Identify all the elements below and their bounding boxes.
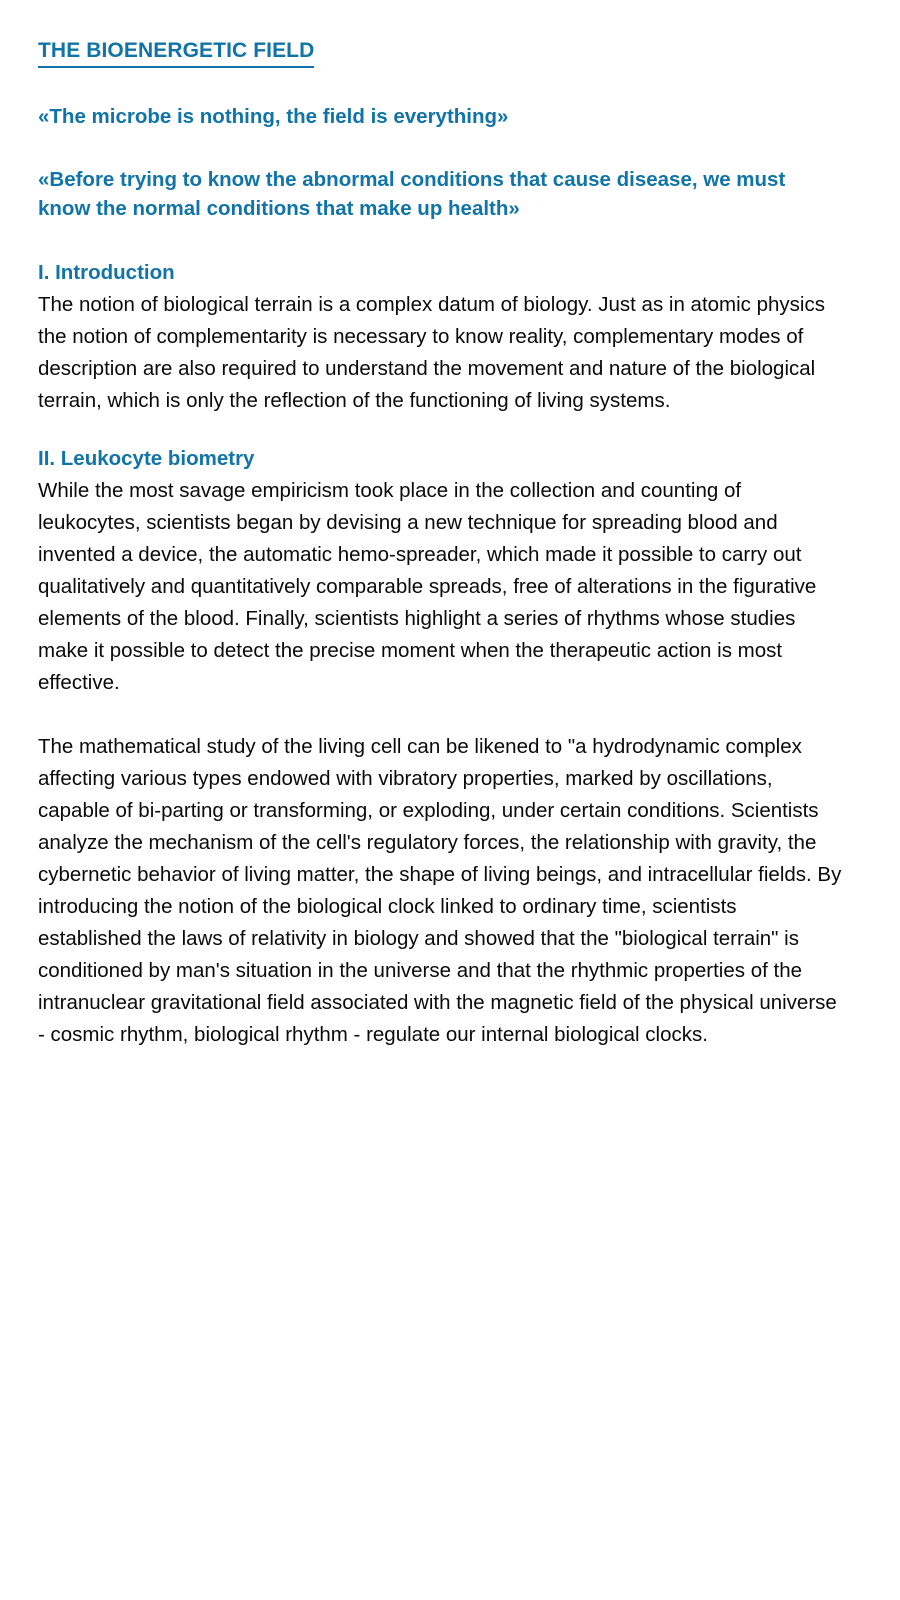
page-bottom-whitespace (38, 1051, 845, 1052)
page-title: THE BIOENERGETIC FIELD (38, 38, 314, 68)
title-row (38, 38, 845, 68)
quote-abnormal-conditions: «Before trying to know the abnormal conditions that cause disease, we must know the normal conditions that make up health» (38, 168, 786, 220)
paragraph-spacer (38, 699, 845, 731)
paragraph-introduction-1: The notion of biological terrain is a complex datum of biology. Just as in atomic physics the notion of complementarity is necessary to know reality, complementary modes of description are also required to understand the movement and nature of the biological terrain, which is only the reflection of the functioning of living systems. (38, 293, 825, 412)
quote-microbe: «The microbe is nothing, the field is everything» (38, 105, 509, 128)
section-heading-introduction: I. Introduction (38, 261, 175, 284)
section-spacer (38, 417, 845, 445)
paragraph-leukocyte-1: While the most savage empiricism took place in the collection and counting of leukocytes, scientists began by devising a new technique for spreading blood and invented a device, the automatic hemo-spreader, which made it possible to carry out qualitatively and quantitatively comparable spreads, free of alterations in the figurative elements of the blood. Finally, scientists highlight a series of rhythms whose studies make it possible to detect the precise moment when the therapeutic action is most effective. (38, 479, 817, 694)
paragraph-leukocyte-2: The mathematical study of the living cell can be likened to "a hydrodynamic complex affecting various types endowed with vibratory properties, marked by oscillations, capable of bi-parting or transforming, or exploding, under certain conditions. Scientists analyze the mechanism of the cell's regulatory forces, the relationship with gravity, the cybernetic behavior of living matter, the shape of living beings, and intracellular fields. By introducing the notion of the biological clock linked to ordinary time, scientists established the laws of relativity in biology and showed that the "biological terrain" is conditioned by man's situation in the universe and that the rhythmic properties of the intranuclear gravitational field associated with the magnetic field of the physical universe - cosmic rhythm, biological rhythm - regulate our internal biological clocks. (38, 735, 842, 1046)
section-introduction (38, 259, 845, 417)
section-heading-leukocyte-biometry: II. Leukocyte biometry (38, 447, 255, 470)
section-leukocyte-biometry (38, 445, 845, 1051)
